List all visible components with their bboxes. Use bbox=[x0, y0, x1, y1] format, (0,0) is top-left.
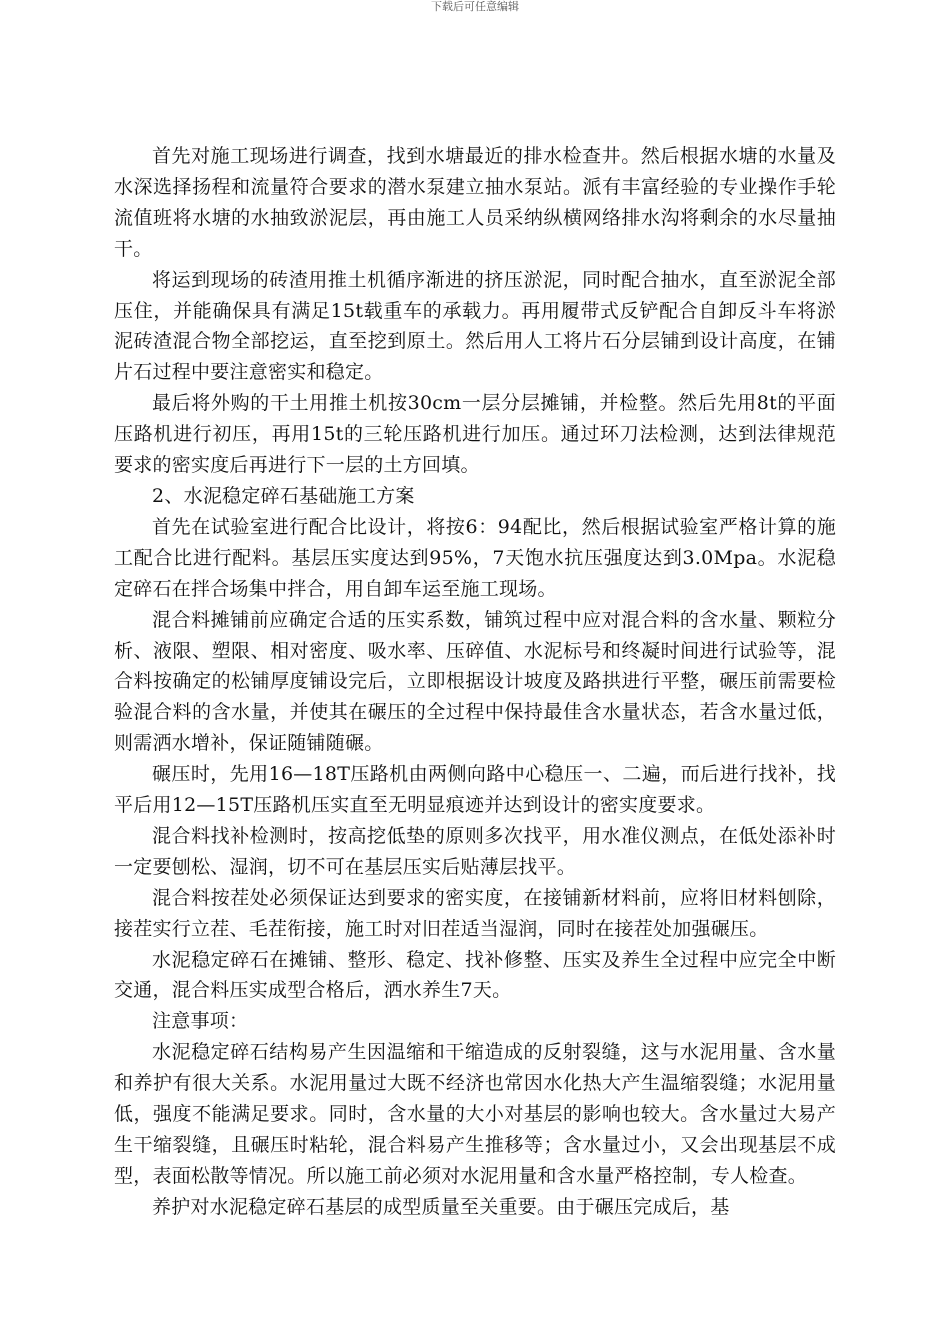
paragraph-paving-preparation: 混合料摊铺前应确定合适的压实系数，铺筑过程中应对混合料的含水量、颗粒分析、液限、塑限、相对密度、吸水率、压碎值、水泥标号和终凝时间进行试验等，混合料按确定的松铺厚度铺设完后，立即根据设计坡度及路拱进行平整，碾压前需要检验混合料的含水量，并使其在碾压的全过程中保持最佳含水量状态，若含水量过低，则需洒水增补，保证随铺随碾。 bbox=[114, 608, 836, 755]
paragraph-joint-treatment: 混合料按茬处必须保证达到要求的密实度，在接铺新材料前，应将旧材料刨除，接茬实行立茬、毛茬衔接，施工时对旧茬适当湿润，同时在接茬处加强碾压。 bbox=[114, 886, 836, 940]
paragraph-drainage-survey: 首先对施工现场进行调查，找到水塘最近的排水检查井。然后根据水塘的水量及水深选择扬程和流量符合要求的潜水泵建立抽水泵站。派有丰富经验的专业操作手轮流值班将水塘的水抽致淤泥层，再由施工人员采纳纵横网络排水沟将剩余的水尽量抽干。 bbox=[114, 145, 836, 260]
paragraph-leveling-check: 混合料找补检测时，按高挖低垫的原则多次找平，用水准仪测点，在低处添补时一定要刨松、湿润，切不可在基层压实后贴薄层找平。 bbox=[114, 824, 836, 878]
paragraph-traffic-closure: 水泥稳定碎石在摊铺、整形、稳定、找补修整、压实及养生全过程中应完全中断交通，混合料压实成型合格后，洒水养生7天。 bbox=[114, 948, 836, 1002]
paragraph-curing: 养护对水泥稳定碎石基层的成型质量至关重要。由于碾压完成后，基 bbox=[152, 1195, 730, 1218]
section-heading-cement-stabilized-base: 2、水泥稳定碎石基础施工方案 bbox=[152, 484, 415, 507]
paragraph-rolling: 碾压时，先用16—18T压路机由两侧向路中心稳压一、二遍，而后进行找补，找平后用12—15T压路机压实直至无明显痕迹并达到设计的密实度要求。 bbox=[114, 763, 836, 817]
paragraph-soil-backfill: 最后将外购的干土用推土机按30cm一层分层摊铺，并检整。然后先用8t的平面压路机进行初压，再用15t的三轮压路机进行加压。通过环刀法检测，达到法律规范要求的密实度后再进行下一层的土方回填。 bbox=[114, 392, 836, 477]
paragraph-mix-design: 首先在试验室进行配合比设计，将按6：94配比，然后根据试验室严格计算的施工配合比进行配料。基层压实度达到95%，7天饱水抗压强度达到3.0Mpa。水泥稳定碎石在拌合场集中拌合，用自卸车运至施工现场。 bbox=[114, 515, 836, 600]
document-body bbox=[114, 141, 836, 1223]
paragraph-crack-prevention: 水泥稳定碎石结构易产生因温缩和干缩造成的反射裂缝，这与水泥用量、含水量和养护有很大关系。水泥用量过大既不经济也常因水化热大产生温缩裂缝；水泥用量低，强度不能满足要求。同时，含水量的大小对基层的影响也较大。含水量过大易产生干缩裂缝，且碾压时粘轮，混合料易产生推移等；含水量过小，又会出现基层不成型，表面松散等情况。所以施工前必须对水泥用量和含水量严格控制，专人检查。 bbox=[114, 1041, 836, 1187]
section-heading-notes: 注意事项： bbox=[152, 1010, 249, 1033]
paragraph-brick-slag-compaction: 将运到现场的砖渣用推土机循序渐进的挤压淤泥，同时配合抽水，直至淤泥全部压住，并能确保具有满足15t载重车的承载力。再用履带式反铲配合自卸反斗车将淤泥砖渣混合物全部挖运，直至挖到原土。然后用人工将片石分层铺到设计高度，在铺片石过程中要注意密实和稳定。 bbox=[114, 268, 836, 384]
page-header: 下载后可任意编辑 bbox=[431, 0, 519, 13]
